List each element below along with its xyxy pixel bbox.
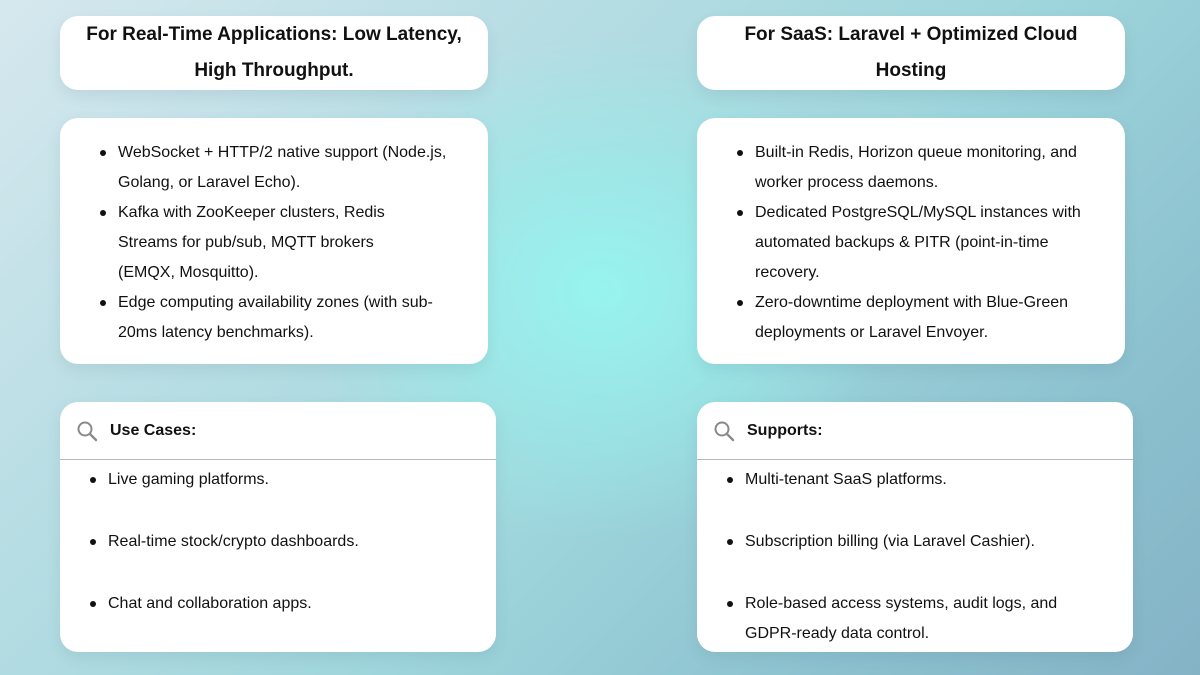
supports-list (697, 460, 1133, 649)
support-item: Role-based access systems, audit logs, and GDPR-ready data control. (727, 589, 1097, 649)
support-item: Subscription billing (via Laravel Cashier). (727, 527, 1133, 557)
left-title: For Real-Time Applications: Low Latency, High Throughput. (86, 24, 462, 81)
left-use-cases-header (60, 402, 496, 460)
use-cases-label: Use Cases: (110, 421, 197, 439)
support-item: Multi-tenant SaaS platforms. (727, 465, 1133, 495)
use-case-item: Chat and collaboration apps. (90, 589, 496, 619)
right-feature-item: Built-in Redis, Horizon queue monitoring, and worker process daemons. (737, 138, 1107, 198)
search-icon (713, 420, 735, 442)
left-features-card (60, 118, 488, 364)
right-features-list (737, 138, 1109, 348)
supports-label: Supports: (747, 421, 823, 439)
use-case-item: Live gaming platforms. (90, 465, 496, 495)
left-feature-item: WebSocket + HTTP/2 native support (Node.js, Golang, or Laravel Echo). (100, 138, 450, 198)
right-title-card (697, 16, 1125, 90)
left-features-list (100, 138, 468, 348)
right-feature-item: Dedicated PostgreSQL/MySQL instances with automated backups & PITR (point-in-time recovery. (737, 198, 1109, 288)
use-cases-list (60, 460, 496, 619)
right-supports-card (697, 402, 1133, 652)
left-feature-item: Kafka with ZooKeeper clusters, Redis Streams for pub/sub, MQTT brokers (EMQX, Mosquitto). (100, 198, 410, 288)
left-feature-item: Edge computing availability zones (with sub-20ms latency benchmarks). (100, 288, 450, 348)
right-features-card (697, 118, 1125, 364)
right-feature-item: Zero-downtime deployment with Blue-Green deployments or Laravel Envoyer. (737, 288, 1099, 348)
use-case-item: Real-time stock/crypto dashboards. (90, 527, 496, 557)
search-icon (76, 420, 98, 442)
right-supports-header (697, 402, 1133, 460)
right-title: For SaaS: Laravel + Optimized Cloud Hosting (744, 24, 1078, 81)
left-use-cases-card (60, 402, 496, 652)
left-title-card (60, 16, 488, 90)
